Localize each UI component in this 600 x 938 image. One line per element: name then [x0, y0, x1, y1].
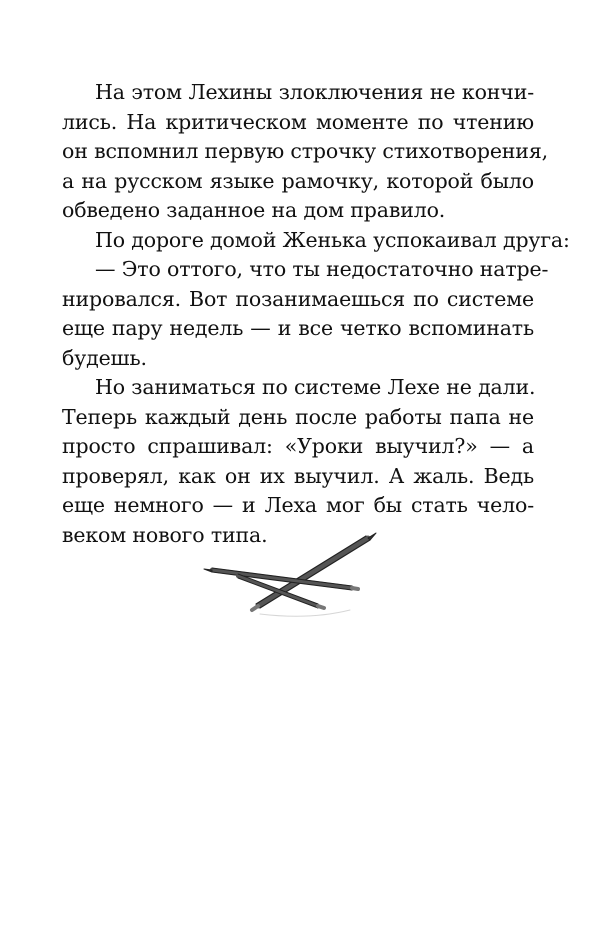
text-line: По дороге домой Женька успокаивал друга: [95, 227, 570, 252]
pencil-short [204, 568, 358, 590]
text-line: просто спрашивал: «Уроки выучил?» — а [62, 434, 534, 458]
crossed-pencils-icon [200, 528, 400, 628]
body-text [62, 78, 570, 550]
text-line: На этом Лехины злоключения не кончи- [95, 80, 534, 104]
text-line: обведено заданное на дом правило. [62, 198, 446, 222]
text-line: еще немного — и Леха мог бы стать чело- [62, 493, 534, 517]
text-line: лись. На критическом моменте по чтению [62, 109, 534, 134]
text-line: а на русском языке рамочку, которой было [62, 168, 534, 193]
text-line: — Это оттого, что ты недостаточно натре- [95, 257, 549, 281]
pencil-long [252, 533, 376, 610]
text-line: Но заниматься по системе Лехе не дали. [95, 375, 536, 399]
text-line: Теперь каждый день после работы папа не [62, 404, 534, 429]
text-line: он вспомнил первую строчку стихотворения, [62, 139, 548, 163]
text-line: еще пару недель — и все четко вспоминать [62, 316, 534, 340]
text-line: нировался. Вот позанимаешься по системе [62, 286, 534, 311]
text-line: будешь. [62, 345, 147, 370]
text-line: проверял, как он их выучил. А жаль. Ведь [62, 463, 534, 488]
text-line: веком нового типа. [62, 522, 268, 547]
